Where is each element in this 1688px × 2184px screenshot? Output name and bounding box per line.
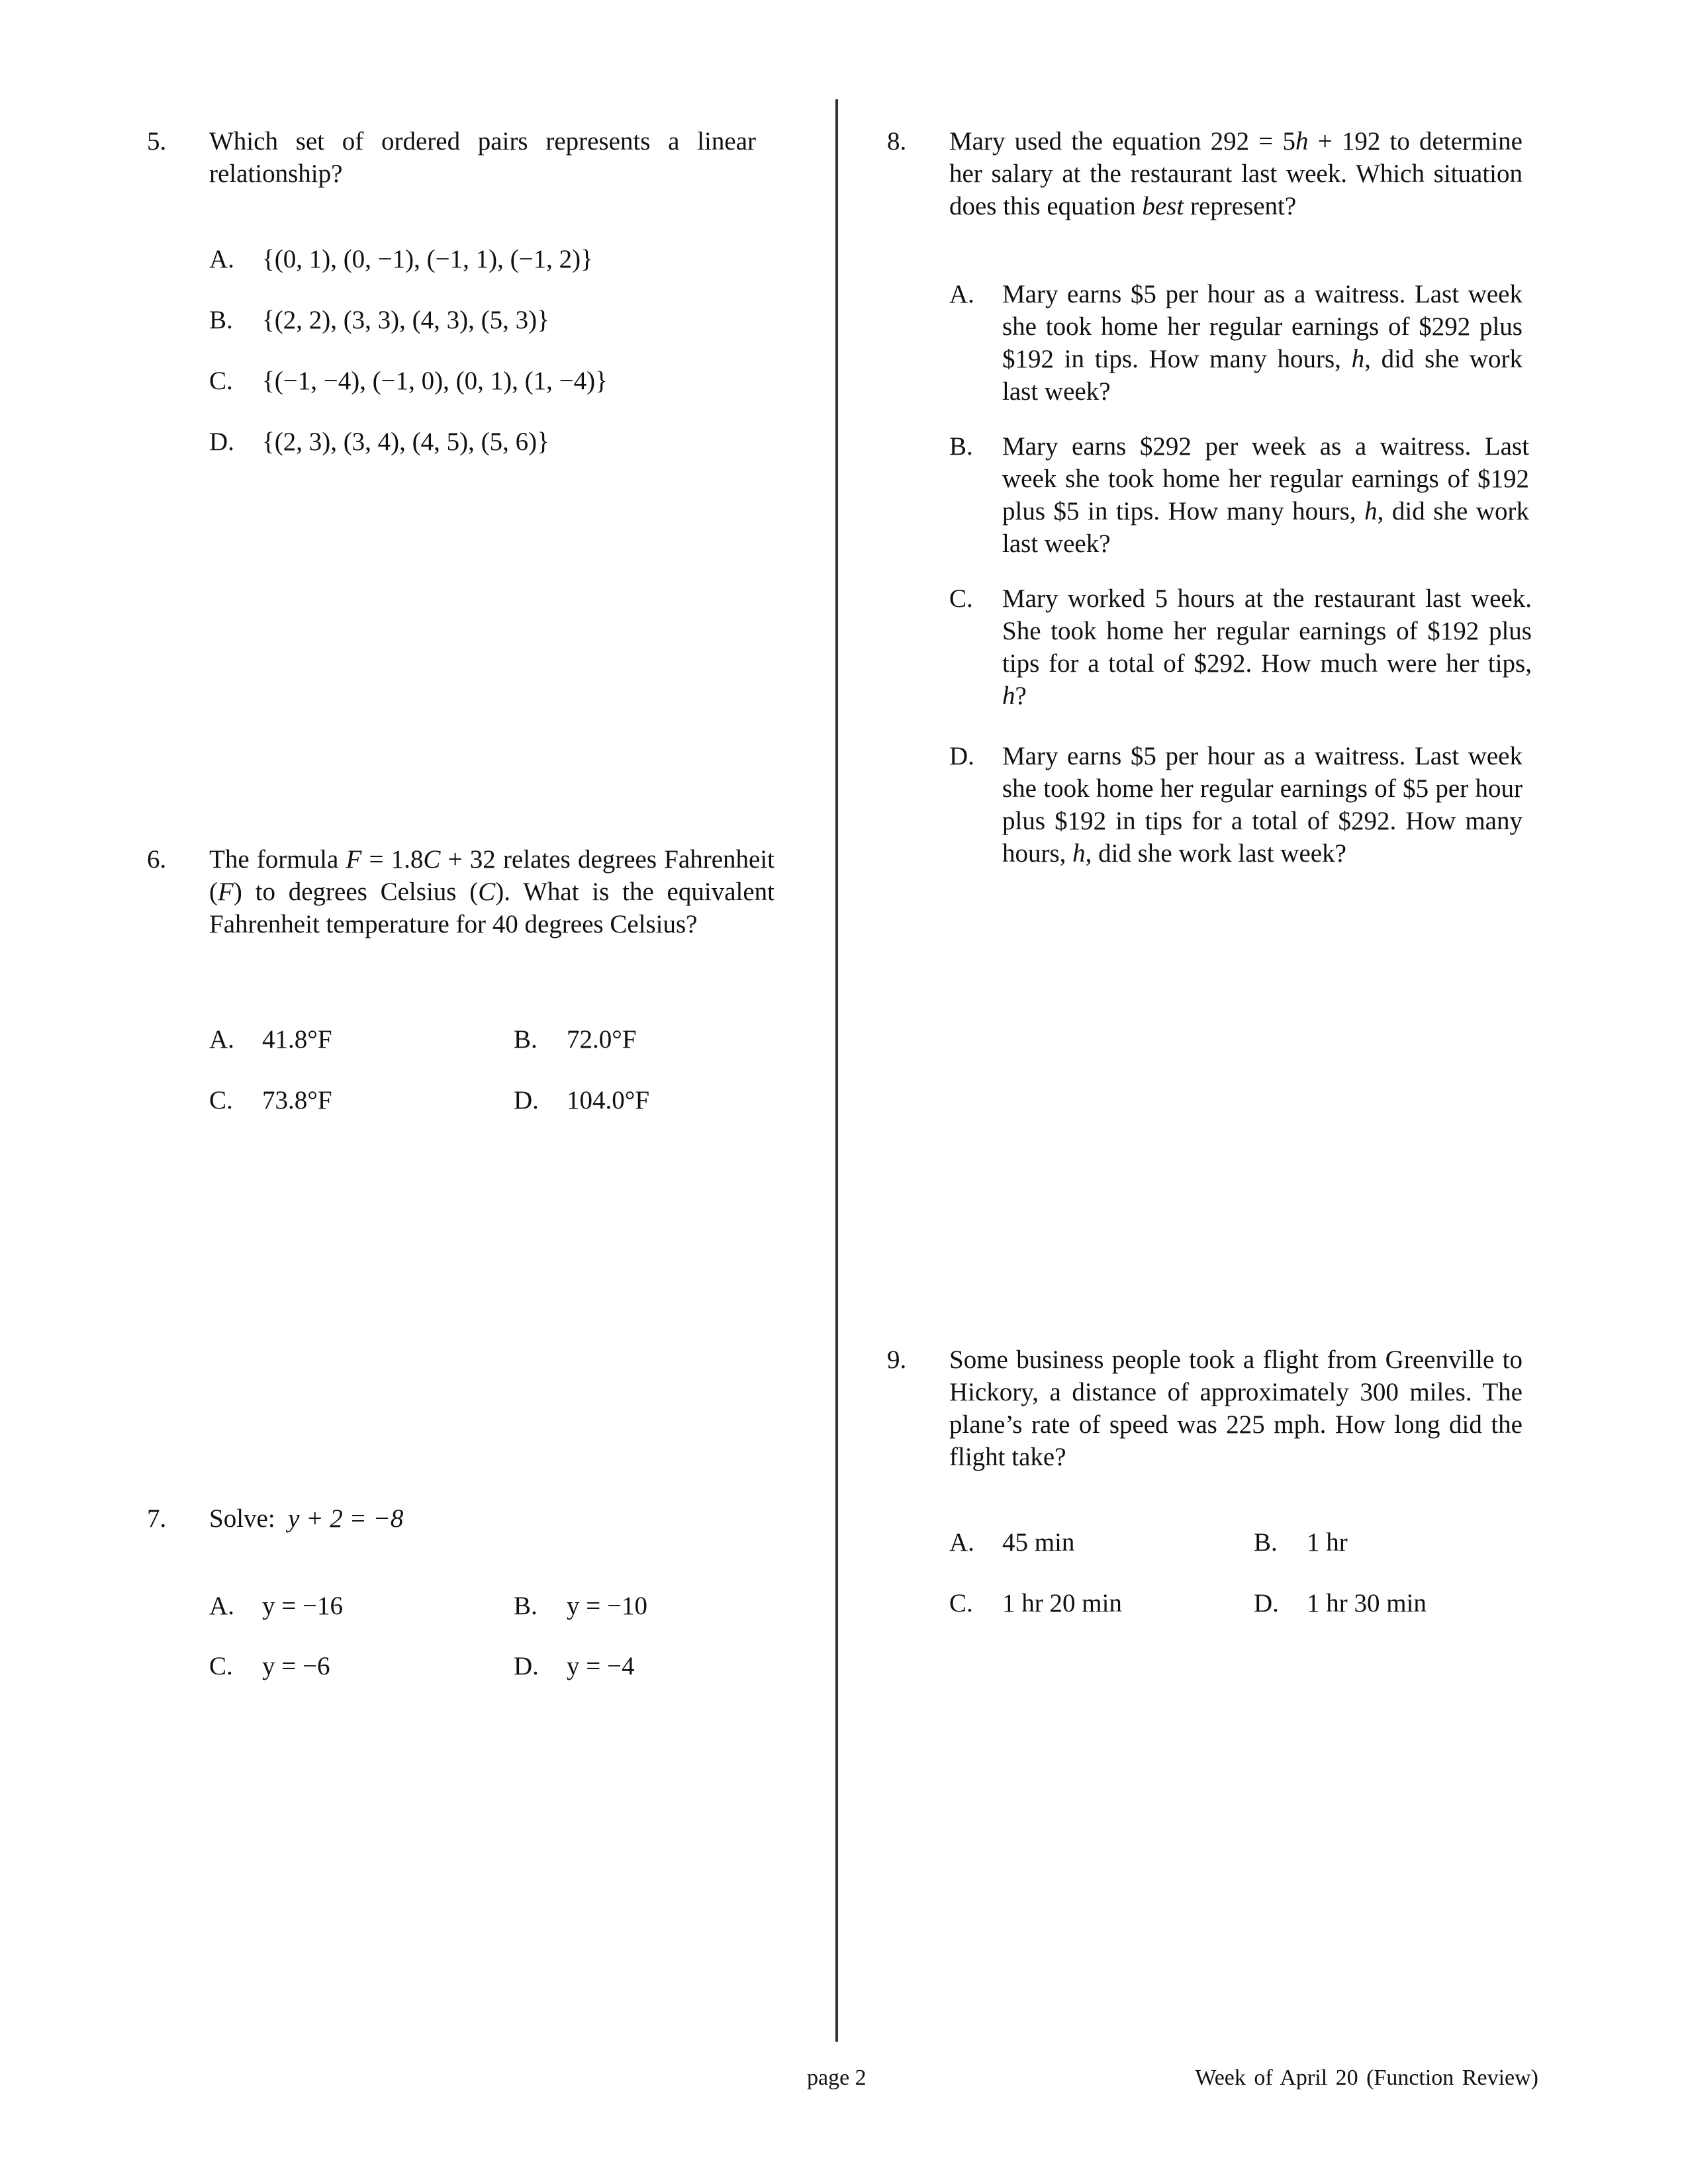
option-letter: D. [514, 1086, 539, 1115]
option-text: 104.0°F [567, 1086, 650, 1115]
variable-f: F [218, 878, 234, 906]
stem-text: Mary used the equation 292 = 5 [949, 127, 1295, 156]
option-text-part: Mary earns $5 per hour as a waitress. Last week she took home her regular earnings of $5 per hour plus $192 in tips for a total of $292. How many hours, [1002, 742, 1523, 868]
variable-c: C [423, 845, 441, 874]
question-stem [209, 1502, 756, 1535]
option-text [1002, 278, 1523, 408]
variable-h: h [1351, 345, 1365, 373]
option-letter: D. [514, 1652, 539, 1680]
option-letter: B. [209, 306, 233, 334]
emphasis-best: best [1142, 192, 1184, 220]
option-text: 1 hr 20 min [1002, 1589, 1122, 1617]
stem-text: + 192 to determine her salary at the restaurant last week. Which situation does this equation [949, 127, 1523, 220]
option-text: {(2, 2), (3, 3), (4, 3), (5, 3)} [262, 306, 549, 334]
option-text: y = −16 [262, 1592, 343, 1620]
option-text-part: Mary earns $292 per week as a waitress. Last week she took home her regular earnings of $192 plus $5 in tips. How many hours, [1002, 432, 1529, 525]
option-text-part: Mary worked 5 hours at the restaurant last week. She took home her regular earnings of $192 plus tips for a total of $292. How much were her tips, [1002, 584, 1532, 678]
question-stem [209, 843, 774, 940]
option-letter: A. [949, 280, 974, 308]
option-text [1002, 430, 1529, 560]
option-letter: C. [209, 367, 233, 395]
option-letter: D. [949, 742, 974, 770]
option-letter: B. [514, 1025, 538, 1054]
option-text-part: ? [1015, 682, 1027, 710]
option-text: {(2, 3), (3, 4), (4, 5), (5, 6)} [262, 428, 549, 456]
option-text: y = −6 [262, 1652, 330, 1680]
option-letter: A. [209, 1592, 234, 1620]
option-text: {(−1, −4), (−1, 0), (0, 1), (1, −4)} [262, 367, 608, 395]
variable-h: h [1295, 127, 1309, 156]
variable-h: h [1002, 682, 1015, 710]
page-number: page 2 [807, 2066, 867, 2090]
stem-text: + 32 relates degrees Fahrenheit ( [209, 845, 774, 906]
option-text [1002, 740, 1523, 870]
option-letter: D. [209, 428, 234, 456]
option-letter: A. [949, 1528, 974, 1557]
option-letter: B. [1254, 1528, 1278, 1557]
option-text-part: Mary earns $5 per hour as a waitress. Last week she took home her regular earnings of $292 plus $192 in tips. How many hours, [1002, 280, 1523, 373]
option-letter: C. [949, 1589, 973, 1617]
stem-text: = 1.8 [361, 845, 424, 874]
footer-title: Week of April 20 (Function Review) [1195, 2066, 1538, 2090]
question-stem: Which set of ordered pairs represents a linear relationship? [209, 127, 756, 188]
stem-text: represent? [1184, 192, 1297, 220]
option-letter: A. [209, 1025, 234, 1054]
stem-text: The formula [209, 845, 346, 874]
question-number: 8. [887, 127, 907, 156]
option-text: 72.0°F [567, 1025, 637, 1054]
option-letter: C. [209, 1086, 233, 1115]
variable-c: C [478, 878, 496, 906]
option-text: y = −4 [567, 1652, 635, 1680]
option-text: y = −10 [567, 1592, 647, 1620]
option-letter: A. [209, 245, 234, 273]
question-number: 7. [147, 1504, 167, 1533]
question-stem: Some business people took a flight from Greenville to Hickory, a distance of approximately 300 miles. The plane’s rate of speed was 225 mph. How long did the flight take? [949, 1345, 1523, 1471]
option-text: 1 hr [1307, 1528, 1348, 1557]
question-number: 6. [147, 845, 167, 874]
option-text: 45 min [1002, 1528, 1075, 1557]
question-number: 9. [887, 1345, 907, 1374]
variable-h: h [1364, 497, 1378, 525]
column-divider [835, 99, 838, 2042]
variable-f: F [346, 845, 362, 874]
question-stem [949, 125, 1523, 222]
option-letter: B. [514, 1592, 538, 1620]
option-text-part: , did she work last week? [1085, 839, 1346, 868]
stem-text: Solve: [209, 1504, 275, 1533]
equation: y + 2 = −8 [288, 1504, 404, 1533]
option-text: 73.8°F [262, 1086, 332, 1115]
stem-text: ) to degrees Celsius ( [233, 878, 479, 906]
option-text: 41.8°F [262, 1025, 332, 1054]
option-text: {(0, 1), (0, −1), (−1, 1), (−1, 2)} [262, 245, 593, 273]
option-letter: D. [1254, 1589, 1279, 1617]
question-number: 5. [147, 127, 167, 156]
stem-text: ). What is the equivalent Fahrenheit temperature for 40 degrees Celsius? [209, 878, 774, 938]
option-text-part: , did she work last week? [1002, 497, 1529, 558]
option-letter: B. [949, 432, 973, 461]
option-text: 1 hr 30 min [1307, 1589, 1427, 1617]
option-letter: C. [209, 1652, 233, 1680]
option-text [1002, 582, 1532, 712]
variable-h: h [1072, 839, 1086, 868]
option-text-part: , did she work last week? [1002, 345, 1523, 406]
option-letter: C. [949, 584, 973, 613]
